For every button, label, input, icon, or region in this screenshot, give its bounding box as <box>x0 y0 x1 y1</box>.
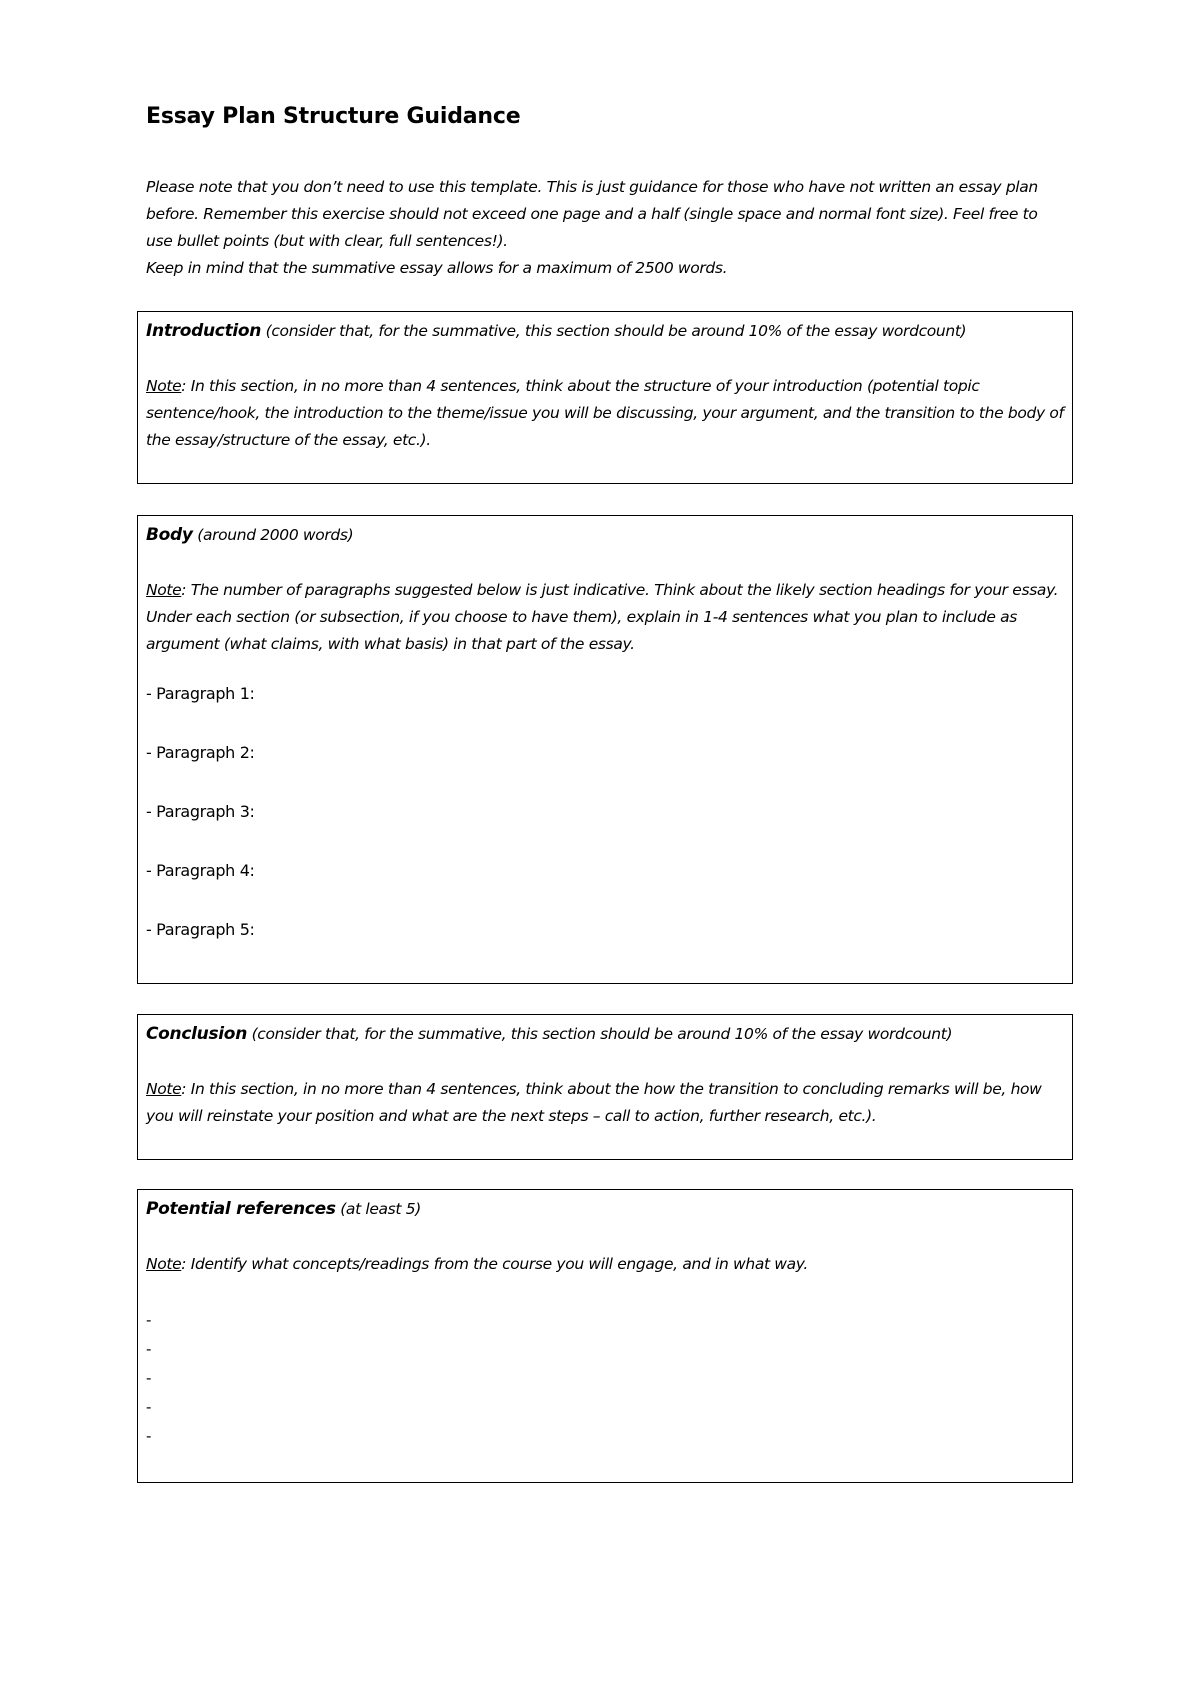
note-label: Note <box>146 581 182 599</box>
body-heading <box>146 522 1064 549</box>
reference-item[interactable]: - <box>146 1340 152 1358</box>
conclusion-heading <box>146 1021 1064 1048</box>
body-note-text: : The number of paragraphs suggested below is just indicative. Think about the likely section headings for your essay. Under each section (or subsection, if you choose to have them), explain in 1-4 sentences what you plan to include as argument (what claims, with what basis) in that part of the essay. <box>146 581 1059 653</box>
note-label: Note <box>146 1255 182 1273</box>
introduction-heading <box>146 318 1064 345</box>
page-title: Essay Plan Structure Guidance <box>146 104 521 129</box>
introduction-label: Introduction <box>146 321 262 341</box>
introduction-box[interactable] <box>137 311 1073 484</box>
references-label: Potential references <box>146 1199 336 1219</box>
introduction-note <box>146 373 1064 454</box>
body-hint: (around 2000 words) <box>192 526 354 544</box>
paragraph-list <box>146 680 1064 975</box>
body-note <box>146 577 1064 658</box>
body-box[interactable] <box>137 515 1073 984</box>
introduction-note-text: : In this section, in no more than 4 sentences, think about the structure of your introduction (potential topic sentence/hook, the introduction to the theme/issue you will be discussing, your argument, and the transition to the body of the essay/structure of the essay, etc.). <box>146 377 1064 449</box>
reference-list <box>146 1306 1064 1451</box>
paragraph-item[interactable]: - Paragraph 4: <box>146 861 255 880</box>
word-limit-note: Keep in mind that the summative essay allows for a maximum of 2500 words. <box>146 259 728 277</box>
paragraph-item[interactable]: - Paragraph 1: <box>146 684 255 703</box>
paragraph-item[interactable]: - Paragraph 3: <box>146 802 255 821</box>
paragraph-item[interactable]: - Paragraph 5: <box>146 920 255 939</box>
references-box[interactable] <box>137 1189 1073 1483</box>
guidance-paragraph: Please note that you don’t need to use this template. This is just guidance for those who have not written an essay plan before. Remember this exercise should not exceed one page and a half (single space and normal font size). Feel free to use bullet points (but with clear, full sentences!). <box>146 178 1038 250</box>
reference-item[interactable]: - <box>146 1311 152 1329</box>
conclusion-note-text: : In this section, in no more than 4 sentences, think about the how the transition to concluding remarks will be, how you will reinstate your position and what are the next steps – call to action, further research, etc.). <box>146 1080 1042 1125</box>
conclusion-note <box>146 1076 1064 1130</box>
references-heading <box>146 1196 1064 1223</box>
note-label: Note <box>146 1080 182 1098</box>
note-label: Note <box>146 377 182 395</box>
references-hint: (at least 5) <box>335 1200 421 1218</box>
references-note <box>146 1251 1064 1278</box>
conclusion-hint: (consider that, for the summative, this section should be around 10% of the essay wordcount) <box>247 1025 953 1043</box>
intro-guidance <box>146 174 1046 282</box>
body-label: Body <box>146 525 193 545</box>
reference-item[interactable]: - <box>146 1398 152 1416</box>
conclusion-label: Conclusion <box>146 1024 247 1044</box>
paragraph-item[interactable]: - Paragraph 2: <box>146 743 255 762</box>
reference-item[interactable]: - <box>146 1427 152 1445</box>
references-note-text: : Identify what concepts/readings from the course you will engage, and in what way. <box>181 1255 808 1273</box>
reference-item[interactable]: - <box>146 1369 152 1387</box>
conclusion-box[interactable] <box>137 1014 1073 1160</box>
introduction-hint: (consider that, for the summative, this section should be around 10% of the essay wordcount) <box>261 322 967 340</box>
